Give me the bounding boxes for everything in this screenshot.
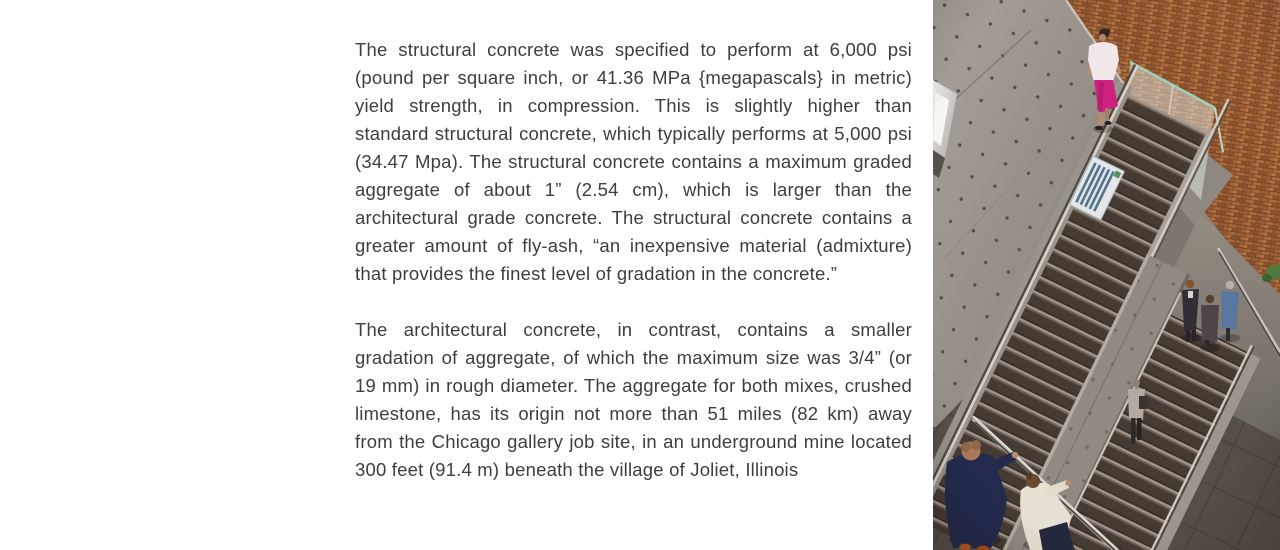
paragraph-structural-concrete: The structural concrete was specified to perform at 6,000 psi (pound per square inch, or 41.36 MPa {megapascals} in metric) yield strength, in compression. This is slightly higher than standard structural concrete, which typically performs at 5,000 psi (34.47 Mpa). The structural concrete contains a maximum graded aggregate of about 1” (2.54 cm), which is larger than the architectural grade concrete. The structural concrete contains a greater amount of fly-ash, “an inexpensive material (admixture) that provides the finest level of gradation in the concrete.”	[355, 39, 912, 284]
article-text-column	[355, 36, 912, 512]
paragraph-architectural-concrete: The architectural concrete, in contrast, contains a smaller gradation of aggregate, of which the maximum size was 3/4” (or 19 mm) in rough diameter. The aggregate for both mixes, crushed limestone, has its origin not more than 51 miles (82 km) away from the Chicago gallery job site, in an underground mine located 300 feet (91.4 m) beneath the village of Joliet, Illinois	[355, 319, 912, 480]
staircase-photo	[933, 0, 1280, 550]
photo-vignette	[933, 0, 1280, 550]
